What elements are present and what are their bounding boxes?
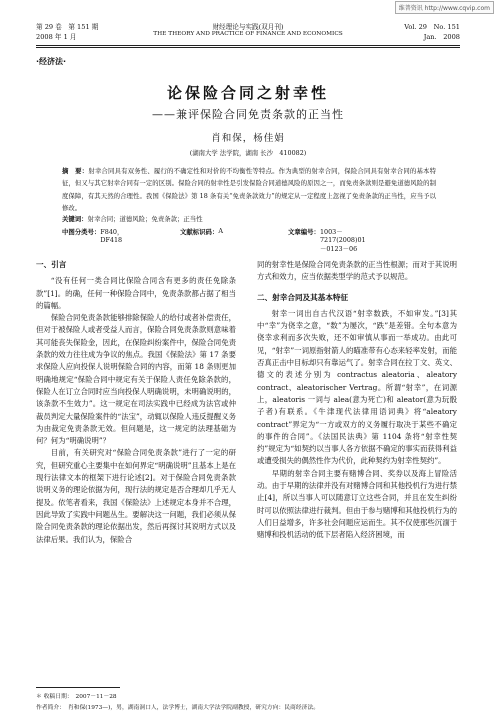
paragraph: 早期的射幸合同主要有赌博合同、奖券以及海上冒险活动。由于早期的法律并没有对赌博合同和其他投机行为进行禁止[4]，所以当事人可以随意订立这些合同，并且在发生纠纷时可以依照法律进行裁判。但由于参与赌博和其他投机行为的人们日益增多，许多社会问题应运而生。其不仅使那些沉湎于赌博和投机活动的低下层者陷入经济困境，而 xyxy=(257,468,457,540)
footnote-rule xyxy=(36,687,120,688)
article-no-label: 文章编号： xyxy=(288,228,320,236)
journal-name-cn: 财经理论与实践(双月刊) xyxy=(212,23,284,31)
paragraph: “没有任何一类合同比保险合同含有更多的责任免除条款”[1]。的确，任何一种保险合同中，免责条款都占据了相当的篇幅。 xyxy=(36,276,236,310)
journal-name-en: THE THEORY AND PRACTICE OF FINANCE AND ECONOMICS xyxy=(153,31,343,37)
keywords xyxy=(62,214,436,223)
date-cn: 2008 年 1 月 xyxy=(36,33,77,41)
article-title: 论保险合同之射幸性 xyxy=(166,84,329,102)
article-no-value: 1003－7217(2008)01－0123－06 xyxy=(319,228,366,253)
footnote-received: ＊ 收稿日期： 2007－11－28 xyxy=(36,694,117,700)
abstract xyxy=(62,165,436,215)
authors: 肖和保，杨佳娟 xyxy=(211,133,285,144)
affiliation: (湖南大学 法学院，湖南 长沙 410082) xyxy=(189,149,307,157)
heading-introduction: 一、引言 xyxy=(36,260,67,269)
paragraph: 目前，有关研究对“保险合同免责条款”进行了一定的研究，但研究重心主要集中在如何界定“明确说明”且基本上是在现行法律文本的框架下进行论述[2]。对于保险合同免责条款说明义务的理论依据为何，现行法的规定是否合理却几乎无人提及。依笔者看来，我国《保险法》上述规定本身并不合理，因此导致了实践中问题丛生。要解决这一问题，我们必须从保险合同免责条款的理论依据出发，然后再探讨其说明方式以及法律后果。我们认为，保险合 xyxy=(36,448,236,544)
class-label: 中图分类号： xyxy=(62,228,101,236)
volume-issue-en: Vol. 29 No. 151 xyxy=(404,23,460,31)
date-en: Jan. 2008 xyxy=(423,33,460,41)
body-column-left xyxy=(36,259,236,546)
class-code: F840，DF418 xyxy=(100,228,124,244)
paragraph: 保险合同免责条款能够排除保险人的给付或者补偿责任，但对于被保险人或者受益人而言，保险合同免责条款则意味着其可能丧失保险金，因此，在保险纠纷案件中，保险合同免责条款的效力往往成为争议的焦点。我国《保险法》第 17 条要求保险人应向投保人说明保险合同的内容，而第 18 条则更加明确地规定“保险合同中规定有关于保险人责任免除条款的，保险人在订立合同时应当向投保人明确说明，未明确说明的，该条款不生效力”。这一规定在司法实践中已经成为法官或仲裁员判定大量保险案件的“法宝”，动辄以保险人违反提醒义务为由裁定免责条款无效。但问题是，这一规定的法理基础为何？何为“明确说明”？ xyxy=(36,313,236,446)
doccode-value: A xyxy=(218,227,223,235)
header-rule-thin xyxy=(36,47,460,48)
paragraph: 同的射幸性是保险合同免责条款的正当性根源；而对于其说明方式和效力，应当依据类型学的范式予以规范。 xyxy=(257,260,457,282)
heading-aleatory-contract: 二、射幸合同及其基本特征 xyxy=(257,292,349,302)
volume-issue-cn: 第 29 卷 第 151 期 xyxy=(36,23,99,31)
keywords-text: 射幸合同；道德风险；免责条款；正当性 xyxy=(87,215,203,223)
keywords-label: 关键词： xyxy=(62,215,88,223)
section-label: ·经济法· xyxy=(36,57,67,66)
abstract-text: 射幸合同具有双务性、履行的不确定性和对价的不均衡性等特点。作为典型的射幸合同，保险合同具有射幸合同的基本特征，但又与其它射幸合同有一定的区别。保险合同的射幸性是引发保险合同道德风险的原因之一，而免责条款则是避免道德风险的制度保障，有其天然的合理性。我国《保险法》第 18 条有关“免责条款效力”的规定从一定程度上忽视了免责条款的正当性，应当予以修改。 xyxy=(62,167,437,213)
body-column-right xyxy=(257,259,457,542)
paragraph: 射幸一词出自古代汉语“射幸数跌，不如审发。”[3]其中“幸”为侥幸之意，“数”为屡次，“跌”是差错。全句本意为侥幸求利而多次失败，还不如审慎从事而一举成功。由此可见，“射幸”一词原指射箭人的瞄准带有心态来轻率发射，而能否真正击中目标却只有靠运气了。射幸合同在拉丁文、英文、德文的表述分别为 contractus aleatoria、aleatory contract、aleatorischer Vertrag。所谓“射幸”，在词源上，aleatoris 一词与 alea(意为死亡)和 aleator(意为玩骰子者)有联系。《牛津现代法律用语词典》将“aleatory contract”界定为“一方或双方的义务履行取决于某些不确定的事件的合同”。《法国民法典》第 1104 条将“射幸性契约”规定为“如契约以当事人各方依据不确定的事实而获得利益或遭受损失的偶然性作为代价，此种契约为射幸性契约”。 xyxy=(257,308,457,466)
source-watermark: 维普资讯 http://www.cqvip.com xyxy=(395,1,494,14)
abstract-label: 摘 要： xyxy=(62,167,89,175)
footnote-author-bio: 作者简介： 肖和保(1973—)，男，湖南洞口人，法学博士，湖南大学法学院副教授，研究方向：民商经济法。 xyxy=(36,705,320,711)
header-rule-thick xyxy=(36,45,460,46)
doccode-label: 文献标识码： xyxy=(180,228,219,236)
article-subtitle: ——兼评保险合同免责条款的正当性 xyxy=(152,108,344,121)
